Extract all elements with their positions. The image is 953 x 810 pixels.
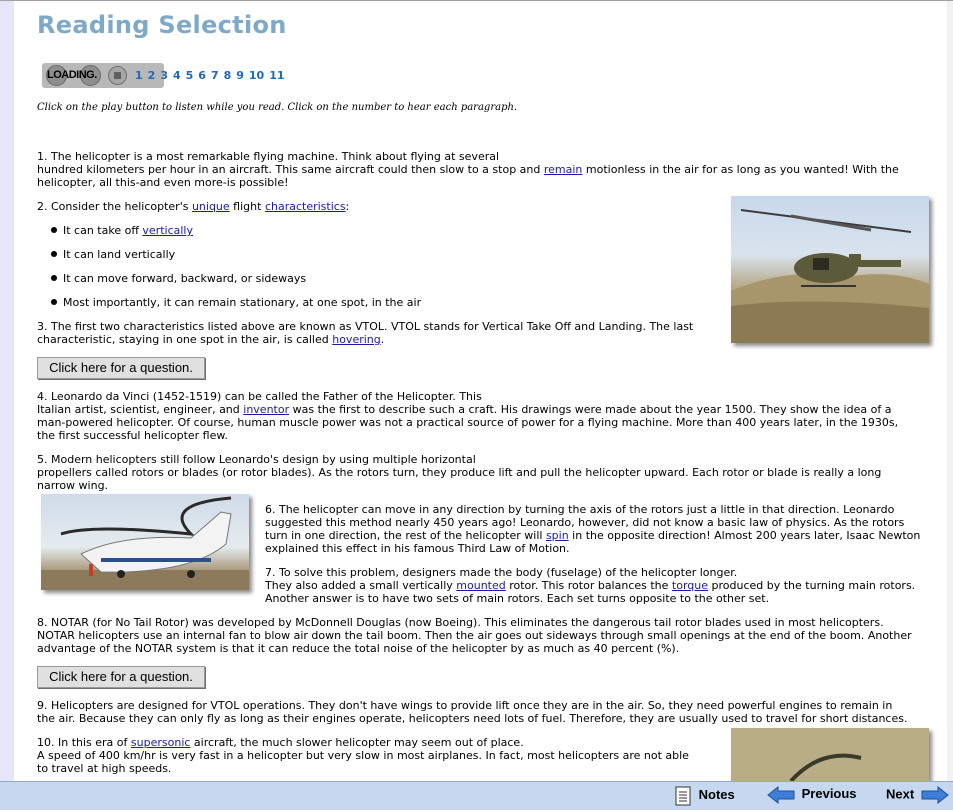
bullet-item xyxy=(63,248,175,261)
paragraph-1 xyxy=(37,150,942,189)
arrow-right-icon xyxy=(921,786,949,804)
paragraph-link-5[interactable]: 5 xyxy=(185,69,194,82)
hovering-link[interactable]: hovering xyxy=(332,333,381,346)
p1-line: helicopter, all this-and even more-is possible! xyxy=(37,176,289,189)
p8-line: advantage of the NOTAR system is that it can reduce the total noise of the helicopter by as much as 40 percent (%). xyxy=(37,642,680,655)
p6-text: turn in one direction, the rest of the helicopter will xyxy=(265,529,546,542)
mounted-link[interactable]: mounted xyxy=(456,579,506,592)
p1-text: hundred kilometers per hour in an aircraft. This same aircraft could then slow to a stop and xyxy=(37,163,544,176)
p4-line: the first successful helicopter flew. xyxy=(37,429,228,442)
p9-line: 9. Helicopters are designed for VTOL operations. They don't have wings to provide lift once they are in the air. So, they need powerful engines to remain in xyxy=(37,699,893,712)
bullet-item xyxy=(63,272,306,285)
helicopter-illustration xyxy=(731,728,929,781)
p10-line xyxy=(37,736,727,749)
p1-line xyxy=(37,163,942,176)
bullet-item xyxy=(63,224,193,237)
vertically-link[interactable]: vertically xyxy=(142,224,194,237)
p2-text: : xyxy=(345,200,350,213)
p4-line xyxy=(37,403,942,416)
notes-icon xyxy=(675,786,691,806)
p5-line: 5. Modern helicopters still follow Leonardo's design by using multiple horizontal xyxy=(37,453,476,466)
bullet-text: It can move forward, backward, or sideways xyxy=(63,272,307,285)
p6-line xyxy=(265,529,945,542)
paragraph-link-6[interactable]: 6 xyxy=(198,69,206,82)
p4-line: man-powered helicopter. Of course, human muscle power was not a practical source of power for a flying machine. More than 400 years later, in the 1930s, xyxy=(37,416,899,429)
notes-button[interactable] xyxy=(675,786,735,806)
p2-text: 2. Consider the helicopter's xyxy=(37,200,192,213)
p1-line: 1. The helicopter is a most remarkable flying machine. Think about flying at several xyxy=(37,150,500,163)
p6-text: in the opposite direction! Almost 200 years later, Isaac Newton xyxy=(568,529,921,542)
p7-text: They also added a small vertically xyxy=(265,579,457,592)
p7-line: Another answer is to have two sets of main rotors. Each set turns opposite to the other set. xyxy=(265,592,770,605)
p3-text: characteristic, staying in one spot in the air, is called xyxy=(37,333,333,346)
bullet-item xyxy=(63,296,421,309)
p2-text: flight xyxy=(229,200,265,213)
bullet-dot xyxy=(51,299,57,305)
paragraph-link-2[interactable]: 2 xyxy=(147,69,156,82)
p8-line: NOTAR helicopters use an internal fan to blow air down the tail boom. Then the air goes out sideways through small openings at the end of the boom. Another xyxy=(37,629,912,642)
spin-link[interactable]: spin xyxy=(545,529,569,542)
paragraph-link-7[interactable]: 7 xyxy=(210,69,219,82)
p10-text: aircraft, the much slower helicopter may seem out of place. xyxy=(190,736,524,749)
unique-link[interactable]: unique xyxy=(191,200,230,213)
paragraph-link-11[interactable]: 11 xyxy=(269,69,285,82)
p6-line: 6. The helicopter can move in any direction by turning the axis of the rotors just a little in that direction. Leonardo xyxy=(265,503,895,516)
paragraph-3 xyxy=(37,320,942,346)
scrollbar-track[interactable] xyxy=(947,1,953,781)
p4-text: Italian artist, scientist, engineer, and xyxy=(37,403,244,416)
p7-line: 7. To solve this problem, designers made the body (fuselage) of the helicopter longer. xyxy=(265,566,738,579)
p5-line: narrow wing. xyxy=(37,479,109,492)
helicopter-photo-3 xyxy=(731,728,929,781)
left-margin-strip xyxy=(0,1,14,781)
p1-text: motionless in the air for as long as you wanted! With the xyxy=(582,163,899,176)
stop-button[interactable] xyxy=(108,66,127,85)
torque-link[interactable]: torque xyxy=(671,579,709,592)
notes-label: Notes xyxy=(698,787,735,803)
p10-line: A speed of 400 km/hr is very fast in a helicopter but very slow in most airplanes. In fact, most helicopters are not able xyxy=(37,749,689,762)
bullet-text: It can land vertically xyxy=(63,248,176,261)
paragraph-number-links xyxy=(135,69,290,82)
inventor-link[interactable]: inventor xyxy=(243,403,290,416)
instructions: Click on the play button to listen while you read. Click on the number to hear each paragraph. xyxy=(37,102,518,113)
p7-line xyxy=(265,579,945,592)
paragraph-6 xyxy=(265,503,945,555)
bullet-text: It can take off xyxy=(63,224,143,237)
supersonic-link[interactable]: supersonic xyxy=(130,736,191,749)
p4-text: was the first to describe such a craft. His drawings were made about the year 1500. They show the idea of a xyxy=(289,403,892,416)
bullet-dot xyxy=(51,275,57,281)
p7-text: rotor. This rotor balances the xyxy=(505,579,672,592)
p6-line: explained this effect in his famous Third Law of Motion. xyxy=(265,542,570,555)
p3-text: . xyxy=(380,333,385,346)
paragraph-7 xyxy=(265,566,945,605)
bottom-navigation-bar xyxy=(0,781,953,810)
p5-line: propellers called rotors or blades (or rotor blades). As the rotors turn, they produce lift and pull the helicopter upward. Each rotor or blade is really a long xyxy=(37,466,882,479)
p10-text: 10. In this era of xyxy=(37,736,131,749)
bullet-dot xyxy=(51,227,57,233)
previous-label: Previous xyxy=(801,786,857,802)
helicopter-illustration xyxy=(41,494,249,590)
next-button[interactable] xyxy=(886,786,949,804)
question-button-1[interactable]: Click here for a question. xyxy=(37,357,205,379)
p8-line: 8. NOTAR (for No Tail Rotor) was developed by McDonnell Douglas (now Boeing). This eliminates the dangerous tail rotor blades used in most helicopters. xyxy=(37,616,884,629)
p3-line xyxy=(37,333,942,346)
paragraph-link-3[interactable]: 3 xyxy=(160,69,168,82)
paragraph-9 xyxy=(37,699,942,725)
paragraph-8 xyxy=(37,616,942,655)
p10-line: to travel at high speeds. xyxy=(37,762,172,775)
bullet-dot xyxy=(51,251,57,257)
remain-link[interactable]: remain xyxy=(543,163,583,176)
paragraph-10 xyxy=(37,736,727,775)
p7-text: produced by the turning main rotors. xyxy=(708,579,916,592)
p6-line: suggested this method nearly 450 years ago! Leonardo, however, did not know a basic law of physics. As the rotors xyxy=(265,516,905,529)
p4-line: 4. Leonardo da Vinci (1452-1519) can be called the Father of the Helicopter. This xyxy=(37,390,482,403)
paragraph-link-4[interactable]: 4 xyxy=(172,69,181,82)
next-label: Next xyxy=(886,786,915,802)
reading-content xyxy=(37,0,947,781)
previous-button[interactable] xyxy=(767,786,857,804)
loading-label: LOADING. xyxy=(47,69,97,81)
question-button-2[interactable]: Click here for a question. xyxy=(37,666,205,688)
paragraph-5 xyxy=(37,453,942,492)
page-title: Reading Selection xyxy=(37,11,287,39)
p9-line: the air. Because they can only fly as long as their engines operate, helicopters need lots of fuel. Therefore, they are usually used to travel for short distances. xyxy=(37,712,908,725)
paragraph-4 xyxy=(37,390,942,442)
helicopter-photo-chinook xyxy=(41,494,249,590)
paragraph-link-1[interactable]: 1 xyxy=(135,69,143,82)
p3-line: 3. The first two characteristics listed above are known as VTOL. VTOL stands for Vertical Take Off and Landing. The last xyxy=(37,320,694,333)
paragraph-link-9[interactable]: 9 xyxy=(236,69,244,82)
paragraph-link-8[interactable]: 8 xyxy=(223,69,232,82)
bullet-text: Most importantly, it can remain stationary, at one spot, in the air xyxy=(63,296,422,309)
paragraph-link-10[interactable]: 10 xyxy=(248,69,265,82)
arrow-left-icon xyxy=(767,786,795,804)
characteristics-link[interactable]: characteristics xyxy=(264,200,346,213)
